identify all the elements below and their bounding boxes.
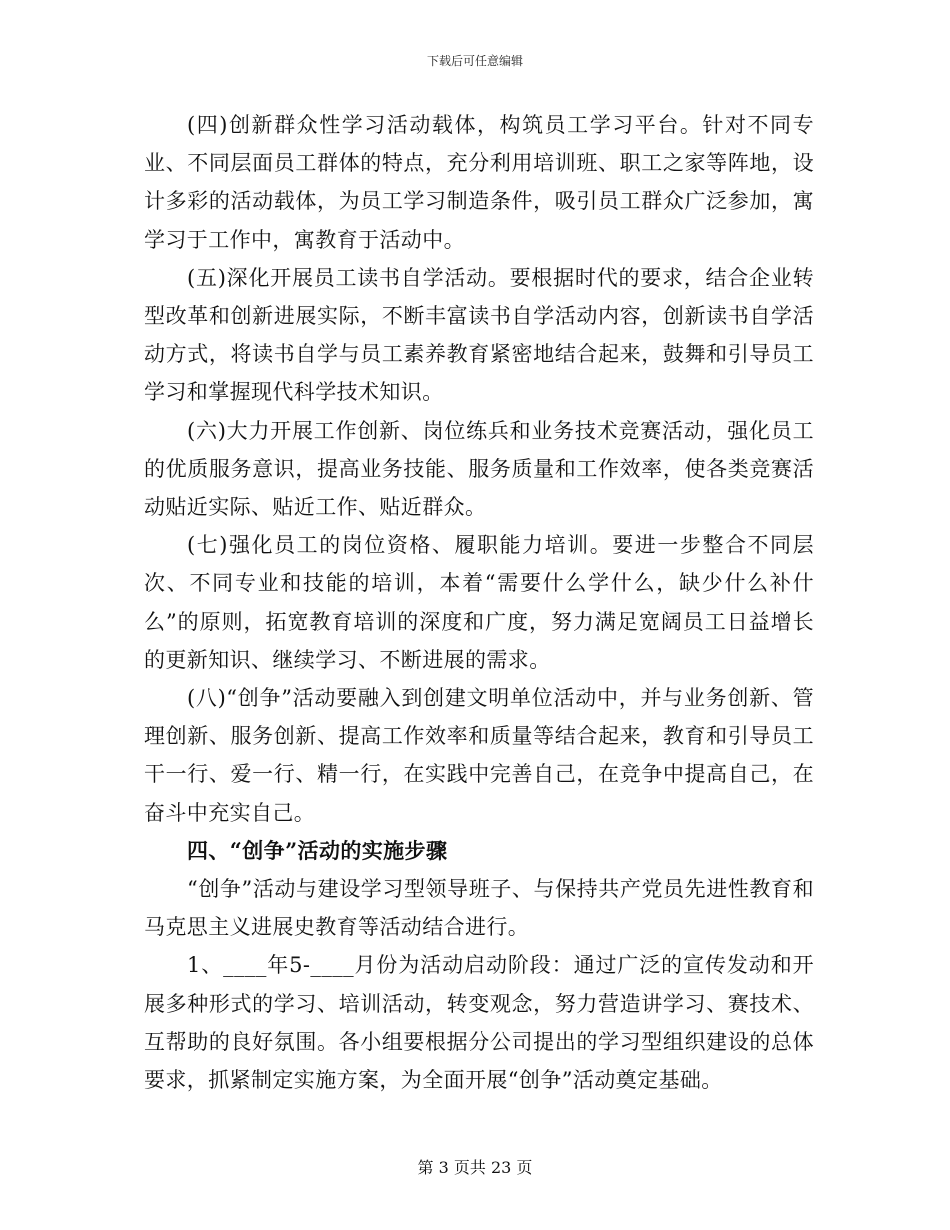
- paragraph-5: (五)深化开展员工读书自学活动。要根据时代的要求，结合企业转型改革和创新进展实际，不断丰富读书自学活动内容，创新读书自学活动方式，将读书自学与员工素养教育紧密地结合起来，鼓舞和引导员工学习和掌握现代科学技术知识。: [144, 265, 814, 405]
- page-number: 第 3 页共 23 页: [417, 1158, 533, 1177]
- paragraph-step-1: 1、____年5-____月份为活动启动阶段：通过广泛的宣传发动和开展多种形式的学习、培训活动，转变观念，努力营造讲学习、赛技术、互帮助的良好氛围。各小组要根据分公司提出的学习型组织建设的总体要求，抓紧制定实施方案，为全面开展“创争”活动奠定基础。: [144, 953, 814, 1093]
- paragraph-6: (六)大力开展工作创新、岗位练兵和业务技术竞赛活动，强化员工的优质服务意识，提高业务技能、服务质量和工作效率，使各类竞赛活动贴近实际、贴近工作、贴近群众。: [144, 418, 814, 520]
- section-heading-4: 四、“创争”活动的实施步骤: [187, 837, 448, 863]
- document-body: [144, 106, 814, 1099]
- paragraph-7: (七)强化员工的岗位资格、履职能力培训。要进一步整合不同层次、不同专业和技能的培训，本着“需要什么学什么，缺少什么补什么”的原则，拓宽教育培训的深度和广度，努力满足宽阔员工日益增长的更新知识、继续学习、不断进展的需求。: [144, 533, 814, 672]
- paragraph-8: (八)“创争”活动要融入到创建文明单位活动中，并与业务创新、管理创新、服务创新、提高工作效率和质量等结合起来，教育和引导员工干一行、爱一行、精一行，在实践中完善自己，在竞争中提高自己，在奋斗中充实自己。: [144, 686, 814, 825]
- paragraph-intro-steps: “创争”活动与建设学习型领导班子、与保持共产党员先进性教育和马克思主义进展史教育等活动结合进行。: [144, 877, 814, 940]
- header-note: 下载后可任意编辑: [426, 54, 523, 68]
- paragraph-4: (四)创新群众性学习活动载体，构筑员工学习平台。针对不同专业、不同层面员工群体的特点，充分利用培训班、职工之家等阵地，设计多彩的活动载体，为员工学习制造条件，吸引员工群众广泛参加，寓学习于工作中，寓教育于活动中。: [144, 113, 814, 252]
